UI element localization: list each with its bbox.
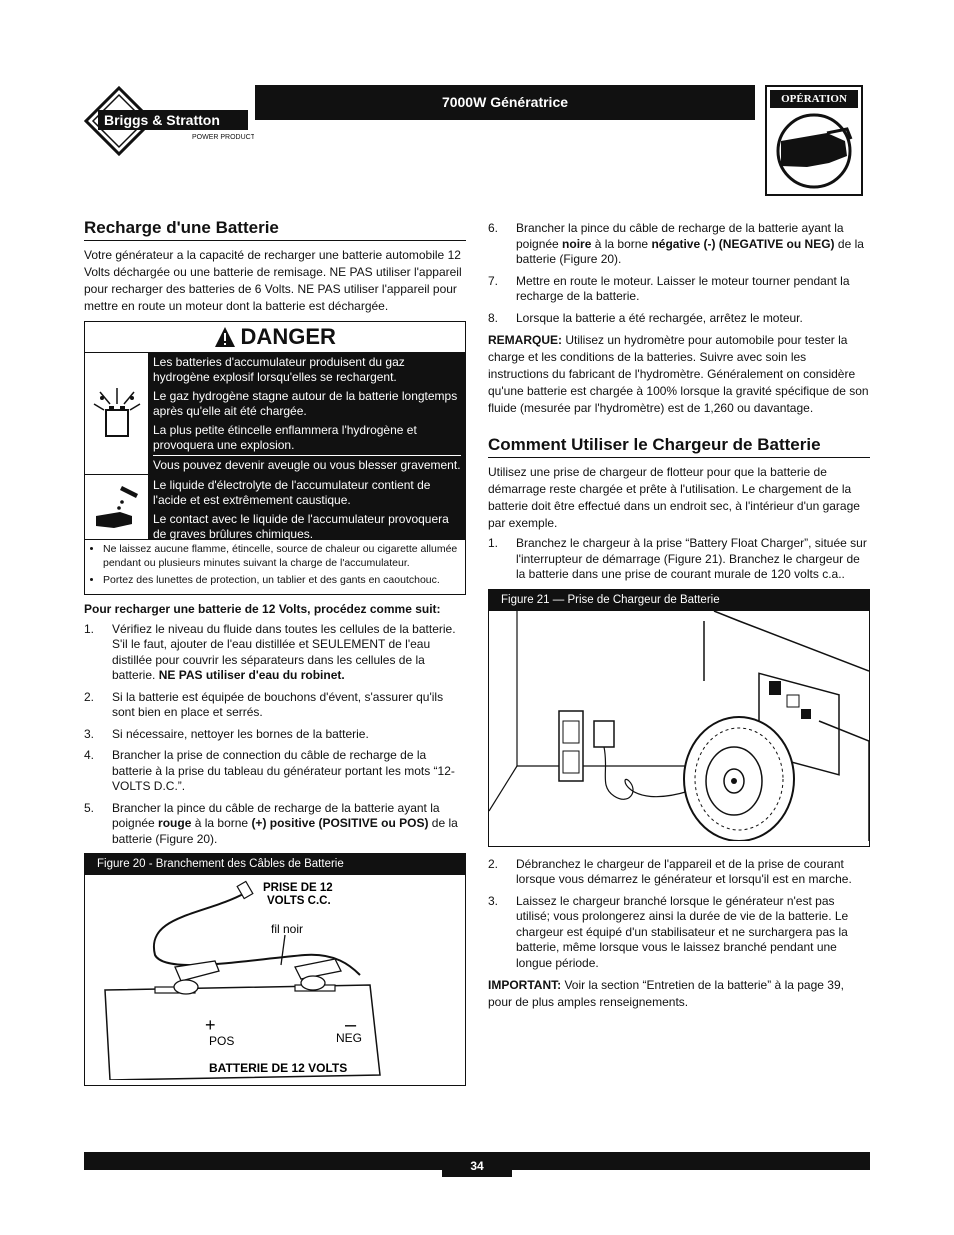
- plus-sign: +: [205, 1015, 216, 1035]
- danger-line: Le gaz hydrogène stagne autour de la batterie longtemps après qu'elle ait été chargée.: [153, 389, 458, 418]
- step-7: 7. Mettre en route le moteur. Laisser le moteur tourner pendant la recharge de la batterie.: [488, 273, 850, 303]
- figure-20: [84, 853, 466, 1086]
- step-1: 1. Vérifiez le niveau du fluide dans toutes les cellules de la batterie. S'il le faut, ajouter de l'eau distillée et SEULEMENT de l'eau distillée pour couvrir les séparateurs dans les cellules de la batterie. NE PAS utiliser d'eau du robinet.: [84, 621, 456, 682]
- intro-paragraph: Votre générateur a la capacité de recharger une batterie automobile 12 Volts déchargée ou une batterie de remisage. NE PAS utiliser l'appareil pour recharger des batteries de 6 Volts. NE PAS utiliser l'appareil pour mettre en route un moteur dont la batterie est déchargée.: [84, 248, 462, 313]
- charger-intro: Utilisez une prise de chargeur de flotteur pour que la batterie de démarrage reste chargée et prête à l'utilisation. Le chargement de la batterie doit être effectué dans un endroit sec, à l'intérieur d'un garage par exemple.: [488, 465, 860, 530]
- logo-subtext: POWER PRODUCTS: [192, 134, 254, 141]
- important-note: IMPORTANT: Voir la section “Entretien de la batterie” à la page 39, pour de plus amples renseignements.: [488, 978, 844, 1009]
- danger-line: Le contact avec le liquide de l'accumulateur provoquera de graves brûlures chimiques.: [153, 512, 449, 541]
- danger-box: [84, 321, 466, 595]
- step-3: 3. Si nécessaire, nettoyer les bornes de la batterie.: [84, 726, 369, 741]
- procedure-steps: [84, 622, 466, 848]
- figure-20-caption: Figure 20 - Branchement des Câbles de Batterie: [85, 854, 465, 875]
- remark-paragraph: REMARQUE: Utilisez un hydromètre pour automobile pour tester la charge et les conditions de la batteries. Suivre avec soin les instructions du fabricant de l'hydromètre. Généralement on considère qu'une batterie est chargée à 100% lorsque la gravité spécifique de son fluide (mesurée par l'hydromètre) est de 1,260 ou davantage.: [488, 333, 869, 415]
- explosion-hazard-icon: [85, 353, 149, 474]
- header-title: 7000W Génératrice: [255, 85, 755, 120]
- danger-line: Le liquide d'électrolyte de l'accumulateur contient de l'acide et est extrêmement caustique.: [153, 478, 431, 507]
- step-4: 4. Brancher la prise de connection du câble de recharge de la batterie à la prise du tableau du générateur portant les mots “12-VOLTS D.C.”.: [84, 748, 455, 793]
- step-5: 5. Brancher la pince du câble de recharge de la batterie ayant la poignée rouge à la borne (+) positive (POSITIVE ou POS) de la batterie (Figure 20).: [84, 800, 458, 846]
- charger-steps: [488, 536, 870, 583]
- acid-burn-icon: [85, 475, 149, 539]
- label-plug-line2: VOLTS C.C.: [267, 895, 331, 907]
- danger-line: Les batteries d'accumulateur produisent du gaz hydrogène explosif lorsqu'elles se rechargent.: [153, 355, 405, 384]
- float-charger-illustration: [489, 611, 869, 841]
- danger-row-explosion: [85, 353, 465, 475]
- charger-steps-continued: [488, 857, 870, 972]
- danger-line: Vous pouvez devenir aveugle ou vous blesser gravement.: [153, 455, 461, 475]
- section-heading-recharge: Recharge d'une Batterie: [84, 218, 466, 241]
- brand-logo: [84, 86, 254, 156]
- charger-step-1: 1. Branchez le chargeur à la prise “Battery Float Charger”, située sur l'interrupteur de démarrage (Figure 21). Branchez le chargeur de la batterie dans une prise de courant murale de 120 volts c.a..: [488, 536, 867, 581]
- logo-text: Briggs & Stratton: [104, 112, 220, 128]
- section-heading-charger: Comment Utiliser le Chargeur de Batterie: [488, 435, 870, 458]
- list-item: • Ne laissez aucune flamme, étincelle, source de chaleur ou cigarette allumée pendant ou plusieurs minutes suivant la charge de l'accumulateur.: [103, 543, 459, 570]
- warning-triangle-icon: [214, 326, 236, 348]
- danger-bullet-list: [85, 540, 465, 594]
- danger-header: [85, 322, 465, 353]
- danger-title: DANGER: [240, 324, 336, 349]
- section-badge: [765, 85, 863, 196]
- section-badge-label: OPÉRATION: [770, 90, 858, 108]
- danger-text-acid: [149, 475, 465, 539]
- left-column: [84, 218, 466, 1086]
- label-black-wire: fil noir: [271, 922, 304, 936]
- danger-row-acid: [85, 475, 465, 540]
- list-item: • Portez des lunettes de protection, un tablier et des gants en caoutchouc.: [103, 574, 459, 588]
- charger-step-2: 2. Débranchez le chargeur de l'appareil et de la prise de courant lorsque vous démarrez le générateur et lorsqu'il est en marche.: [488, 856, 852, 886]
- danger-line: La plus petite étincelle enflammera l'hydrogène et provoquera une explosion.: [153, 423, 417, 452]
- charger-step-3: 3. Laissez le chargeur branché lorsque le générateur n'est pas utilisé; vous prolongerez ainsi la durée de vie de la batterie. Le chargeur est équipé d'un stabilisateur et ne surchargera pas la batterie, même lorsque vous le laissez branché pendant une longue période.: [488, 893, 849, 970]
- procedure-steps-continued: [488, 221, 870, 326]
- hand-operation-icon: [767, 111, 861, 193]
- figure-21-caption: Figure 21 — Prise de Chargeur de Batterie: [489, 590, 869, 611]
- step-8: 8. Lorsque la batterie a été rechargée, arrêtez le moteur.: [488, 310, 803, 325]
- page-number: 34: [442, 1152, 512, 1177]
- label-battery: BATTERIE DE 12 VOLTS: [209, 1061, 348, 1075]
- label-pos: POS: [209, 1034, 235, 1048]
- step-6: 6. Brancher la pince du câble de recharge de la batterie ayant la poignée noire à la borne négative (-) (NEGATIVE ou NEG) de la batterie (Figure 20).: [488, 221, 864, 266]
- procedure-lead: Pour recharger une batterie de 12 Volts, procédez comme suit:: [84, 601, 441, 616]
- battery-connection-diagram: [85, 875, 465, 1080]
- figure-21: [488, 589, 870, 847]
- label-plug-line1: PRISE DE 12: [263, 882, 333, 894]
- minus-sign: –: [345, 1014, 357, 1036]
- step-2: 2. Si la batterie est équipée de bouchons d'évent, s'assurer qu'ils sont bien en place et serrés.: [84, 689, 444, 719]
- right-column: [488, 218, 870, 1011]
- danger-text-explosion: [149, 353, 465, 474]
- label-neg: NEG: [336, 1031, 363, 1045]
